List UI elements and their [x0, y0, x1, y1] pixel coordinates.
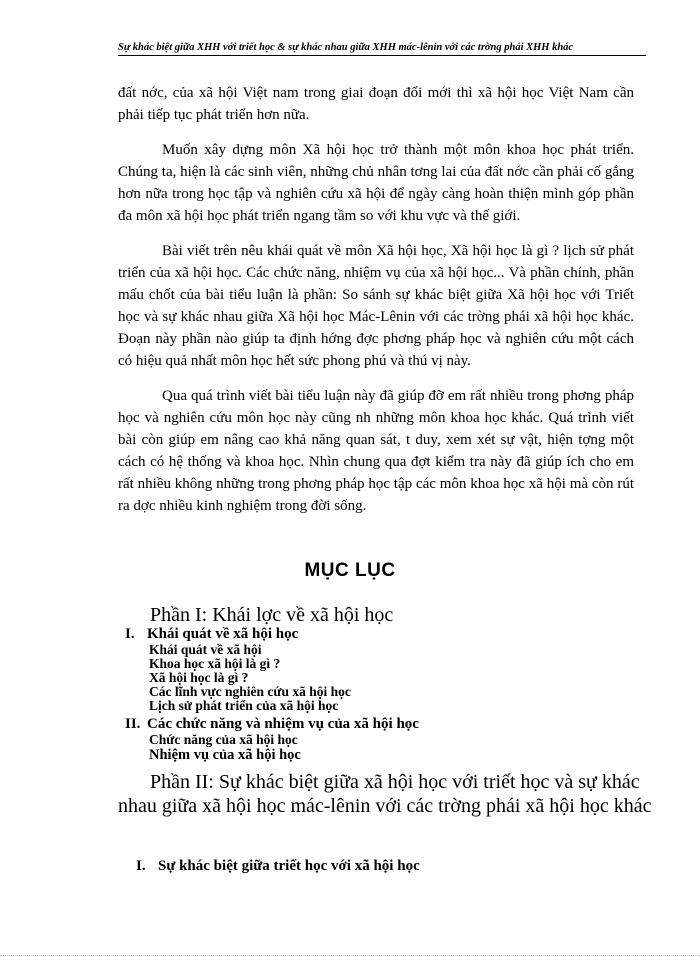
toc-section-list: [125, 626, 545, 713]
body-text: [118, 82, 634, 530]
toc-section: [125, 716, 545, 733]
toc-section-number: II.: [125, 716, 141, 732]
paragraph: Qua quá trình viết bài tiểu luận này đã giúp đỡ em rất nhiều trong phơng pháp học và nghiên cứu môn học này cũng nh những môn khoa học khác. Quá trình viết bài còn giúp em nâng cao khả năng quan sát, t duy, xem xét sự vật, hiện tợng một cách có hệ thống và khoa học. Nhìn chung qua đợt kiểm tra này đã giúp ích cho em rất nhiều không những trong phơng pháp học tập các môn khoa học xã hội mà còn rút ra dợc nhiều kinh nghiệm trong đời sống.: [118, 388, 634, 514]
toc-section: [136, 858, 420, 875]
toc-subitem: Xã hội học là gì ?: [149, 670, 249, 685]
paragraph: Bài viết trên nêu khái quát về môn Xã hội học, Xã hội học là gì ? lịch sử phát triển của xã hội học. Các chức năng, nhiệm vụ của xã hội học... Và phần chính, phần mấu chốt của bài tiểu luận là phần: So sánh sự khác biệt giữa Xã hội học với Triết học và sự khác nhau giữa Xã hội học Mác-Lênin với các trờng phái xã hội học khác. Đoạn này phần nào giúp ta định hớng đợc phơng pháp học và nghiên cứu một cách có hiệu quả nhất môn học hết sức phong phú và thú vị này.: [118, 243, 634, 369]
toc-section: [125, 626, 545, 643]
toc-section-label: Các chức năng và nhiệm vụ của xã hội học: [147, 716, 419, 732]
toc-subitem: Chức năng của xã hội học: [149, 732, 298, 747]
toc-part-heading: Phần I: Khái lợc về xã hội học: [150, 604, 394, 626]
toc-subitem: Các lĩnh vực nghiên cứu xã hội học: [149, 684, 351, 699]
toc-section-list: [125, 716, 545, 763]
toc-section-number: I.: [136, 858, 146, 874]
toc-section-label: Sự khác biệt giữa triết học với xã hội học: [158, 858, 420, 874]
toc-subitem: Nhiệm vụ của xã hội học: [149, 747, 301, 763]
toc-subitem: Khái quát về xã hội: [149, 642, 262, 657]
running-header: Sự khác biệt giữa XHH với triết học & sự khác nhau giữa XHH mác-lênin với các trờng phái XHH khác: [118, 42, 646, 56]
toc-subitem: Khoa học xã hội là gì ?: [149, 656, 281, 671]
toc-subitem: Lịch sử phát triển của xã hội học: [149, 698, 339, 713]
toc-section-label: Khái quát về xã hội học: [147, 626, 299, 642]
toc-section-number: I.: [125, 626, 135, 642]
paragraph: Muốn xây dựng môn Xã hội học trở thành một môn khoa học phát triển. Chúng ta, hiện là các sinh viên, những chủ nhân tơng lai của đất nớc cần phải cố gắng hơn nữa trong học tập và nghiên cứu xã hội để ngày càng hoàn thiện mình góp phần đa môn xã hội học phát triển ngang tầm so với khu vực và thế giới.: [118, 142, 634, 224]
toc-title: MỤC LỤC: [304, 560, 396, 581]
page-bottom-divider: [0, 955, 700, 956]
toc-part-heading: Phần II: Sự khác biệt giữa xã hội học với triết học và sự khác nhau giữa xã hội học mác-lênin với các trờng phái xã hội học khác: [118, 771, 652, 817]
paragraph: đất nớc, của xã hội Việt nam trong giai đoạn đổi mới thì xã hội học Việt Nam cần phải tiếp tục phát triển hơn nữa.: [118, 85, 634, 123]
